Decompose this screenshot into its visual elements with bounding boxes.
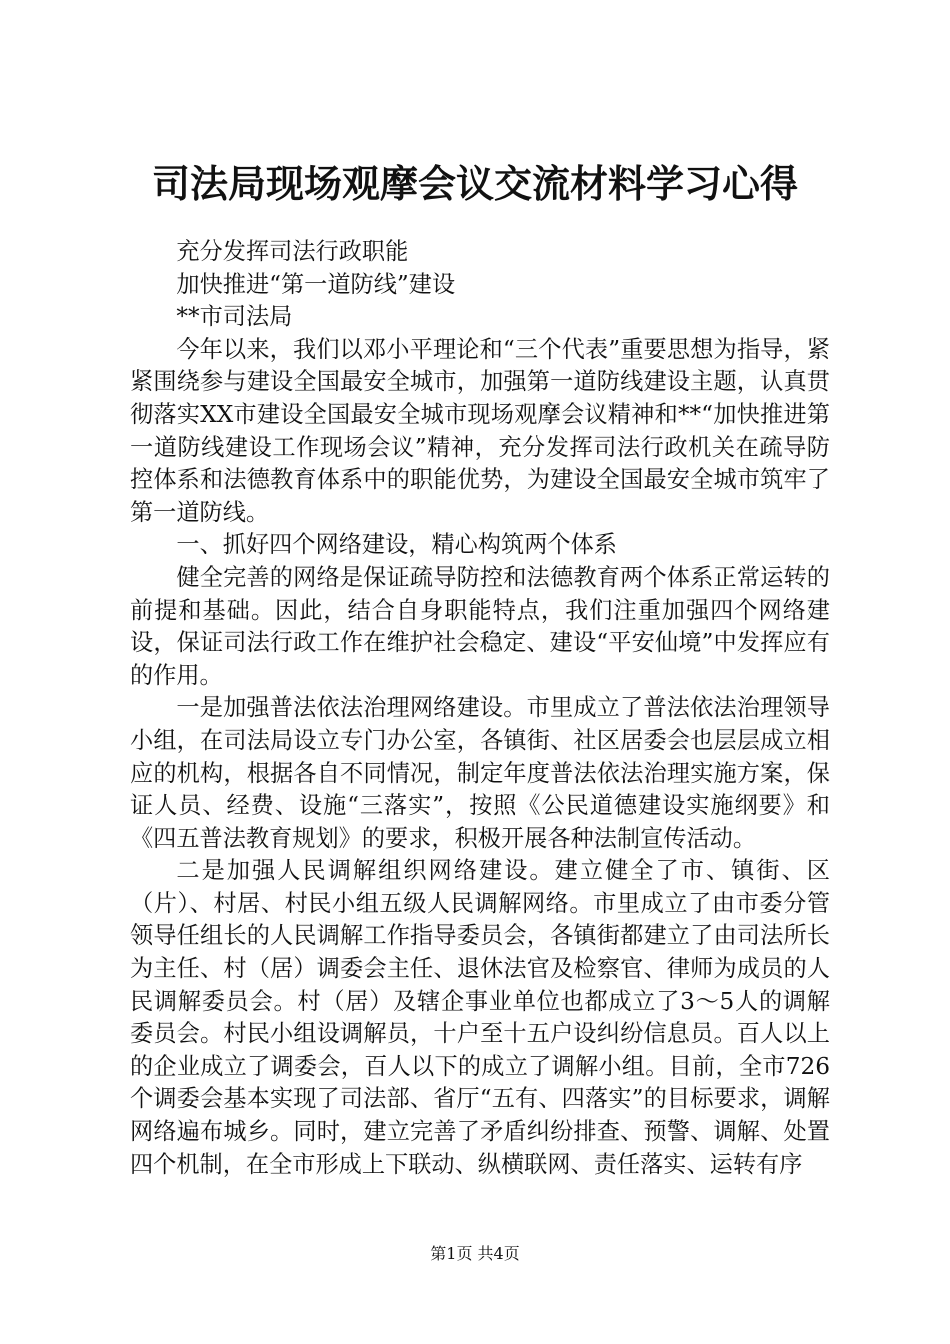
body-paragraph: 今年以来，我们以邓小平理论和“三个代表”重要思想为指导，紧紧围绕参与建设全国最安全城市，加强第一道防线建设主题，认真贯彻落实XX市建设全国最安全城市现场观摩会议精神和**“加快推进第一道防线建设工作现场会议”精神，充分发挥司法行政机关在疏导防控体系和法德教育体系中的职能优势，为建设全国最安全城市筑牢了第一道防线。 [130,335,830,526]
page-number-footer: 第1页 共4页 [430,1244,520,1263]
subtitle-line-2: 加快推进“第一道防线”建设 [176,270,456,298]
author-line: **市司法局 [176,303,293,331]
body-paragraph: 二是加强人民调解组织网络建设。建立健全了市、镇街、区（片）、村居、村民小组五级人民调解网络。市里成立了由市委分管领导任组长的人民调解工作指导委员会，各镇街都建立了由司法所长为主任、村（居）调委会主任、退休法官及检察官、律师为成员的人民调解委员会。村（居）及辖企事业单位也都成立了3～5人的调解委员会。村民小组设调解员，十户至十五户设纠纷信息员。百人以上的企业成立了调委会，百人以下的成立了调解小组。目前，全市726个调委会基本实现了司法部、省厅“五有、四落实”的目标要求，调解网络遍布城乡。同时，建立完善了矛盾纠纷排查、预警、调解、处置四个机制，在全市形成上下联动、纵横联网、责任落实、运转有序 [130,857,830,1178]
subtitle-line-1: 充分发挥司法行政职能 [176,238,409,265]
document-title: 司法局现场观摩会议交流材料学习心得 [151,161,798,206]
document-body [130,236,830,1181]
section-heading: 一、抓好四个网络建设，精心构筑两个体系 [176,531,617,559]
body-paragraph: 一是加强普法依法治理网络建设。市里成立了普法依法治理领导小组，在司法局设立专门办公室，各镇街、社区居委会也层层成立相应的机构，根据各自不同情况，制定年度普法依法治理实施方案，保证人员、经费、设施“三落实”，按照《公民道德建设实施纲要》和《四五普法教育规划》的要求，积极开展各种法制宣传活动。 [130,694,830,852]
body-paragraph: 健全完善的网络是保证疏导防控和法德教育两个体系正常运转的前提和基础。因此，结合自身职能特点，我们注重加强四个网络建设，保证司法行政工作在维护社会稳定、建设“平安仙境”中发挥应有的作用。 [130,563,830,689]
